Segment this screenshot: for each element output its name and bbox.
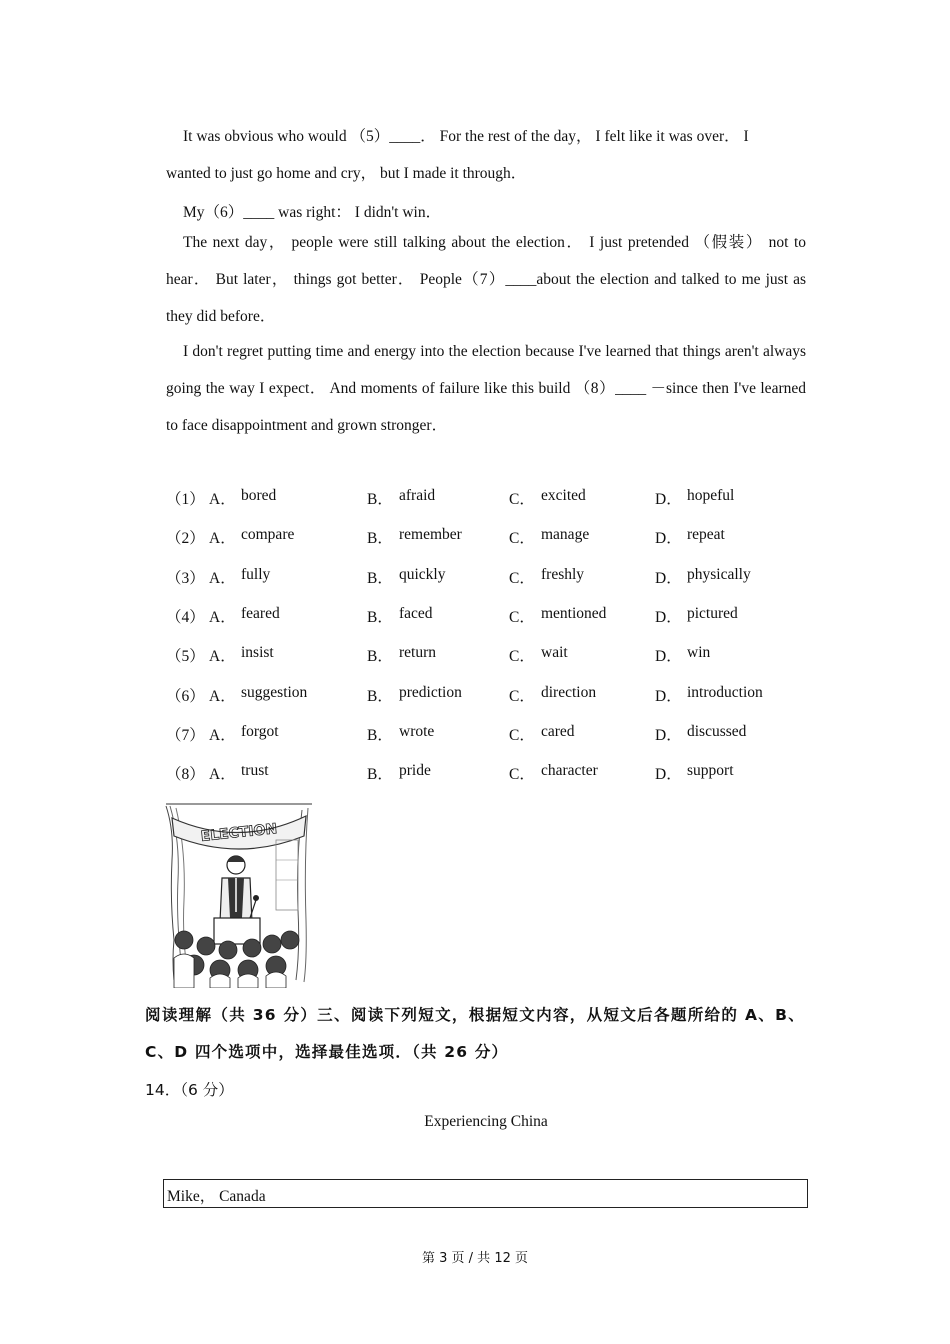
option-b: pride <box>399 762 431 780</box>
option-letter: A． <box>209 726 236 744</box>
option-a: compare <box>241 526 295 544</box>
option-a: suggestion <box>241 683 308 701</box>
option-row <box>166 605 806 629</box>
option-b: wrote <box>399 722 435 740</box>
option-c: manage <box>541 526 590 544</box>
option-a: feared <box>241 604 280 622</box>
option-d: hopeful <box>687 487 735 504</box>
option-number: （6） <box>166 687 205 705</box>
option-letter: D． <box>655 569 682 587</box>
option-letter: C． <box>509 530 535 548</box>
option-b: prediction <box>399 683 462 701</box>
option-d: win <box>687 644 711 662</box>
option-letter: B． <box>367 491 393 508</box>
option-row <box>166 526 806 550</box>
option-d: support <box>687 762 734 780</box>
option-b: quickly <box>399 565 446 583</box>
option-a: insist <box>241 644 274 662</box>
option-letter: B． <box>367 569 393 587</box>
option-letter: A． <box>209 766 236 784</box>
option-letter: D． <box>655 491 682 508</box>
option-letter: B． <box>367 608 393 626</box>
option-letter: B． <box>367 648 393 666</box>
option-letter: C． <box>509 726 535 744</box>
option-c: direction <box>541 683 597 701</box>
option-letter: A． <box>209 648 236 666</box>
option-number: （7） <box>166 726 205 744</box>
option-a: fully <box>241 565 271 583</box>
option-a: bored <box>241 487 277 504</box>
option-letter: A． <box>209 530 236 548</box>
option-letter: A． <box>209 491 236 508</box>
passage-paragraph-1 <box>166 118 806 192</box>
option-d: discussed <box>687 722 747 740</box>
passage-paragraph-2: My（6）____ was right： I didn't win． <box>183 204 442 221</box>
option-letter: A． <box>209 569 236 587</box>
option-letter: C． <box>509 648 535 666</box>
option-number: （3） <box>166 569 205 587</box>
election-illustration <box>164 800 314 988</box>
option-c: character <box>541 762 598 780</box>
option-letter: C． <box>509 608 535 626</box>
passage-title: Experiencing China <box>424 1113 548 1130</box>
option-letter: D． <box>655 530 682 548</box>
option-b: afraid <box>399 487 436 504</box>
info-table <box>163 1179 808 1208</box>
option-letter: D． <box>655 766 682 784</box>
passage-paragraph-4: I don't regret putting time and energy into the election because I've learned that things aren't always going the way I expect． And moments of failure like this build （8）____ －since then I've learned to face disappointment and grown stronger． <box>166 343 806 434</box>
question-number: 14．（6 分） <box>145 1081 234 1099</box>
option-number: （8） <box>166 766 205 784</box>
option-letter: A． <box>209 608 236 626</box>
banner-text: ELECTION <box>200 821 278 845</box>
option-d: physically <box>687 565 751 583</box>
option-number: （1） <box>166 491 205 508</box>
option-letter: B． <box>367 766 393 784</box>
option-letter: D． <box>655 726 682 744</box>
option-letter: C． <box>509 491 535 508</box>
option-letter: A． <box>209 687 236 705</box>
option-a: forgot <box>241 722 279 740</box>
passage-line: wanted to just go home and cry， but I made it through． <box>166 165 527 182</box>
option-row <box>166 644 806 668</box>
option-a: trust <box>241 762 269 780</box>
option-row <box>166 762 806 786</box>
option-row <box>166 566 806 590</box>
option-b: remember <box>399 526 462 544</box>
option-row <box>166 723 806 747</box>
option-b: faced <box>399 604 433 622</box>
option-d: introduction <box>687 683 763 701</box>
table-cell: Mike， Canada <box>167 1188 266 1205</box>
section-heading: 阅读理解（共 36 分）三、阅读下列短文，根据短文内容，从短文后各题所给的 A、B、C、D 四个选项中，选择最佳选项．（共 26 分） <box>145 1006 805 1061</box>
option-d: pictured <box>687 604 738 622</box>
option-c: freshly <box>541 565 585 583</box>
option-b: return <box>399 644 437 662</box>
page-footer: 第 3 页 / 共 12 页 <box>422 1251 528 1266</box>
option-d: repeat <box>687 526 725 544</box>
option-letter: D． <box>655 687 682 705</box>
option-row <box>166 684 806 708</box>
option-number: （2） <box>166 530 205 548</box>
option-letter: D． <box>655 648 682 666</box>
option-number: （4） <box>166 608 205 626</box>
option-letter: B． <box>367 726 393 744</box>
option-c: excited <box>541 487 586 504</box>
option-letter: C． <box>509 766 535 784</box>
option-row <box>166 487 806 511</box>
option-letter: B． <box>367 530 393 548</box>
option-c: mentioned <box>541 604 607 622</box>
option-c: cared <box>541 722 575 740</box>
option-letter: B． <box>367 687 393 705</box>
option-letter: C． <box>509 569 535 587</box>
option-number: （5） <box>166 648 205 666</box>
option-letter: C． <box>509 687 535 705</box>
passage-line: It was obvious who would （5）____． For the rest of the day， I felt like it was over． I <box>183 128 749 145</box>
option-c: wait <box>541 644 568 662</box>
passage-paragraph-3: The next day， people were still talking about the election． I just pretended （假装） not to hear． But later， things got better． People（7）____about the election and talked to me just as they did before． <box>166 234 806 325</box>
option-letter: D． <box>655 608 682 626</box>
